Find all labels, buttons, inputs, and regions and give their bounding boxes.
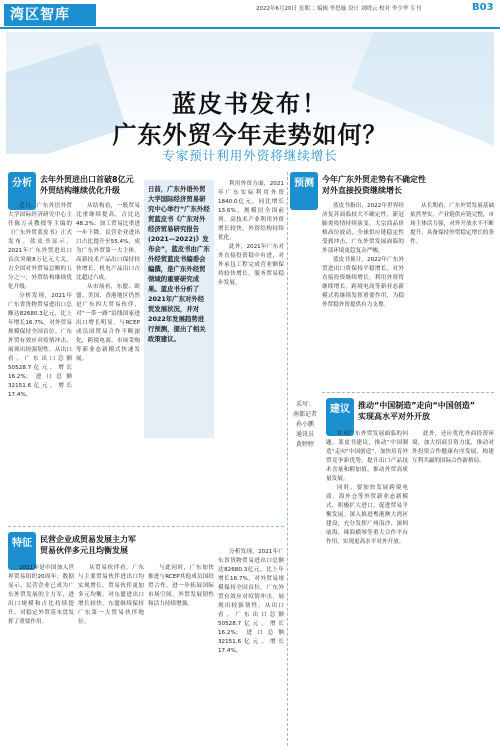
feature-col-3: [148, 564, 214, 746]
intro-box-text: 日前，广东外语外贸大学国际经济贸易研究中心举行“广东外经贸蓝皮书《广东对外经济贸易研究报告(2021—2022)》发布会”，蓝皮书由广东外经贸蓝皮书编委会编撰，是广东外经贸领域的重要研究成果。蓝皮书分析了2021年广东对外经贸发展状况，并对2022年发展趋势进行预测，提出了相关政策建议。: [148, 185, 210, 343]
analysis-para: 近日，广东外语外贸大学国际经济研究中心主任陈万灵教授等主编的《广东外贸蓝皮书》正式发布。蓝皮书显示，2021年广东外贸进出口首次突破8万亿元大关，占全国对外贸易总额的五分之一，外贸结构继续优化升级。: [8, 203, 72, 290]
analysis-para: 从结构看，一般贸易比重继续提高，占比达48.2%；加工贸易比重进一步下降。民营企业进出口占比提升至55.4%，成为广东外贸第一大主体。高新技术产品出口保持较快增长，机电产品出口占比超过六成。: [76, 203, 140, 281]
column-brand: 湾区智库: [4, 4, 96, 26]
feature-col-2: [78, 564, 144, 746]
section-title-forecast: 今年广东外贸走势有不确定性 对外直接投资继续增长: [322, 175, 426, 195]
forecast-para: 从长期看，广东外贸发展基础依然坚实，产业链供应链完整，市场主体活力强，对外开放水平不断提升，具备保持外贸稳定增长的条件。: [410, 203, 494, 245]
header-rule: [0, 27, 500, 29]
forecast-col-2: [410, 202, 494, 386]
feature-para: 从贸易伙伴看，广东与主要贸易伙伴进出口均实现增长，贸易伙伴更加多元均衡。对东盟进出口增长较快，东盟继续保持广东第一大贸易伙伴地位。: [78, 565, 144, 625]
analysis-col-1: [8, 202, 72, 520]
subheadline: 专家预计利用外资将继续增长: [162, 148, 338, 163]
feature-para: 2021年是中国加入世界贸易组织20周年。数据显示，民营企业已成为广东外贸发展的主力军，进出口规模和占比持续提升，对稳定外贸基本盘发挥了重要作用。: [8, 565, 74, 625]
middle-para: 此外，2021年广东对外直接投资稳中有进，对外承包工程完成营业额保持较快增长，服务贸易稳步发展。: [218, 244, 284, 286]
page-number: B03: [472, 2, 494, 13]
analysis-col-2: [76, 202, 140, 520]
middle-para: 利用外资方面，2021年广东实际利用外资1840.0亿元，同比增长13.6%，规模居全国前列。高技术产业利用外资增长较快，外资结构持续优化。: [218, 181, 284, 241]
feature-para: 分析发现，2021年广东省货物贸易进出口总额达82680.3亿元，比上年增长16.7%，对外贸易规模保持全国首位。广东外贸有效应对疫情冲击，展现出较强韧性。从出口看，广东出口总额50528.7亿元，增长16.2%；进口总额32151.6亿元，增长17.4%。: [218, 549, 284, 654]
forecast-col-1: [322, 202, 404, 386]
section-title-analysis: 去年外贸进出口首破8亿元 外贸结构继续优化升级: [40, 175, 134, 195]
section-tag-suggest: 建议: [326, 398, 354, 436]
analysis-para: 从市场看，东盟、欧盟、美国、香港地区仍然是广东四大贸易伙伴，对“一带一路”沿线国家进出口增长明显。与RCEP成员国贸易合作不断深化，跨境电商、市场采购等新业态新模式快速发展。: [76, 284, 140, 362]
author-credit: 采写： 南都记者 孙小鹏 通讯员 黄婷婷: [292, 401, 317, 448]
section-divider: [8, 526, 284, 527]
analysis-para: 分析发现，2021年广东省货物贸易进出口总额达82680.3亿元，比上年增长16.7%，对外贸易规模保持全国首位。广东外贸有效应对疫情冲击，展现出较强韧性。从出口看，广东出口总额50528.7亿元，增长16.2%；进口总额32151.6亿元，增长17.4%。: [8, 293, 72, 398]
section-divider: [322, 392, 494, 393]
section-tag-analysis: 分析: [8, 172, 36, 210]
feature-para: 与此同时，广东加快推进与RCEP其他成员国经贸合作，进一步拓展国际市场空间，外贸发展韧性和活力持续增强。: [148, 565, 214, 607]
middle-col: [218, 180, 284, 540]
section-tag-forecast: 预测: [290, 172, 318, 210]
intro-box: [144, 180, 214, 438]
forecast-para: 蓝皮书指出，2022年世界经济复苏面临较大不确定性，新冠肺炎疫情持续演变，大宗商品价格高位波动，全球供应链稳定性受到冲击，广东外贸发展面临的外部环境更趋复杂严峻。: [322, 203, 404, 254]
section-title-suggest: 推动“中国制造”走向“中国创造” 实现高水平对外开放: [358, 401, 476, 421]
feature-col-1: [8, 564, 74, 746]
forecast-para: 蓝皮书预计，2022年广东外贸进出口将保持平稳增长，对外直接投资继续增长，利用外资将继续增长。跨境电商等新业态新模式将继续发挥重要作用，为稳外贸稳外资提供有力支撑。: [322, 257, 404, 308]
page-header: [0, 0, 500, 28]
suggest-col-2: [412, 430, 494, 746]
suggest-para: 针对广东外贸发展面临的问题，蓝皮书建议，推动“中国制造”走向“中国创造”，加快培育外贸竞争新优势，提升出口产品技术含量和附加值，推动外贸高质量发展。: [326, 431, 408, 482]
section-tag-feature: 特征: [8, 532, 36, 570]
suggest-para: 同时，要加快发展跨境电商、海外仓等外贸新业态新模式，积极扩大进口，促进贸易平衡发展。深入推进粤港澳大湾区建设，充分发挥广州南沙、深圳前海、珠海横琴等重大合作平台作用，实现更高水平对外开放。: [326, 485, 408, 545]
suggest-para: 此外，还应优化外商投资环境，加大招商引资力度，推动对外投资合作健康有序发展，构建互利共赢的国际合作新格局。: [412, 431, 494, 464]
headline-line1: 蓝皮书发布！: [172, 90, 328, 118]
suggest-col-1: [326, 430, 408, 746]
column-divider: [287, 172, 288, 746]
feature-col-4: [218, 548, 284, 746]
issue-meta: 2022年6月20日 星期二 编辑 李思璇 设计 刘晓云 校对 李少华 专刊: [256, 6, 421, 12]
headline-line2: 广东外贸今年走势如何？: [112, 121, 388, 149]
section-title-feature: 民营企业成贸易发展主力军 贸易伙伴多元且均衡发展: [40, 535, 136, 555]
